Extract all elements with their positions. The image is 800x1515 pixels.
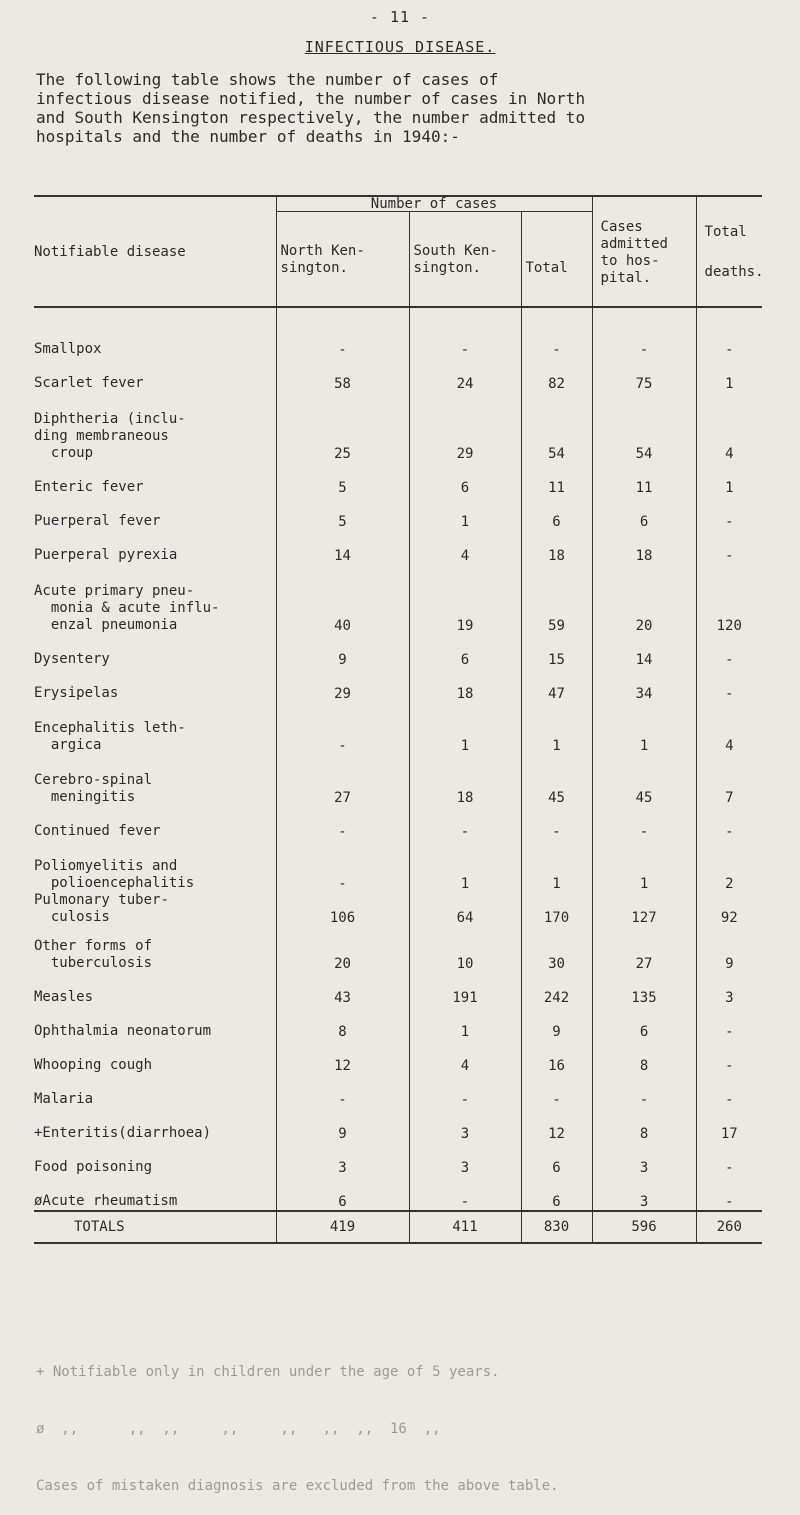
cell-north: 8 — [276, 1006, 409, 1040]
table-row — [34, 462, 762, 496]
cell-south: 1 — [409, 702, 521, 754]
header-number-of-cases: Number of cases — [276, 196, 592, 212]
table-row — [34, 972, 762, 1006]
cell-total: - — [521, 806, 592, 840]
cell-north: 58 — [276, 358, 409, 392]
cell-north: 3 — [276, 1142, 409, 1176]
cell-deaths: 7 — [696, 754, 762, 806]
infectious-disease-table — [34, 195, 762, 1244]
cell-deaths: - — [696, 1074, 762, 1108]
cell-south: 4 — [409, 530, 521, 564]
cell-admitted: 18 — [592, 530, 696, 564]
cell-deaths: - — [696, 314, 762, 358]
cell-total: 6 — [521, 496, 592, 530]
table-row — [34, 806, 762, 840]
cell-deaths: 4 — [696, 702, 762, 754]
header-notifiable-disease: Notifiable disease — [34, 243, 186, 260]
table-row — [34, 1006, 762, 1040]
disease-name: Ophthalmia neonatorum — [34, 1023, 212, 1039]
cell-south: 19 — [409, 564, 521, 634]
disease-name: Other forms of tuberculosis — [34, 938, 153, 971]
cell-north: 14 — [276, 530, 409, 564]
cell-total: 12 — [521, 1108, 592, 1142]
cell-north: 29 — [276, 668, 409, 702]
cell-deaths: 92 — [696, 892, 762, 926]
cell-admitted: 6 — [592, 1006, 696, 1040]
cell-north: 6 — [276, 1176, 409, 1211]
cell-deaths: 17 — [696, 1108, 762, 1142]
cell-admitted: 75 — [592, 358, 696, 392]
cell-north: 106 — [276, 892, 409, 926]
table-row — [34, 1040, 762, 1074]
cell-north: 5 — [276, 496, 409, 530]
cell-total: 47 — [521, 668, 592, 702]
cell-south: 6 — [409, 462, 521, 496]
disease-name: +Enteritis(diarrhoea) — [34, 1125, 212, 1141]
cell-south: 3 — [409, 1142, 521, 1176]
disease-name: Puerperal pyrexia — [34, 547, 178, 563]
cell-deaths: 1 — [696, 462, 762, 496]
cell-total: 242 — [521, 972, 592, 1006]
intro-paragraph: The following table shows the number of cases of infectious disease notified, the number of cases in North and South Kensington respectively, the number admitted to hospitals and the number of deaths in 1940:- — [36, 70, 586, 146]
table-row — [34, 840, 762, 892]
totals-south: 411 — [409, 1211, 521, 1243]
cell-north: 40 — [276, 564, 409, 634]
cell-south: 10 — [409, 926, 521, 972]
cell-south: 29 — [409, 392, 521, 462]
cell-total: 30 — [521, 926, 592, 972]
cell-deaths: 120 — [696, 564, 762, 634]
cell-south: 6 — [409, 634, 521, 668]
cell-north: 5 — [276, 462, 409, 496]
cell-total: 15 — [521, 634, 592, 668]
footnote-under-16: ø ,, ,, ,, ,, ,, ,, ,, 16 ,, — [36, 1421, 441, 1437]
disease-name: Cerebro-spinal meningitis — [34, 772, 153, 805]
cell-admitted: 45 — [592, 754, 696, 806]
cell-total: 54 — [521, 392, 592, 462]
cell-admitted: 3 — [592, 1176, 696, 1211]
cell-deaths: - — [696, 668, 762, 702]
cell-total: 1 — [521, 840, 592, 892]
table-row — [34, 926, 762, 972]
cell-south: - — [409, 1176, 521, 1211]
disease-name: øAcute rheumatism — [34, 1193, 178, 1209]
cell-south: 1 — [409, 496, 521, 530]
disease-name: Continued fever — [34, 823, 161, 839]
cell-deaths: - — [696, 1006, 762, 1040]
cell-south: 1 — [409, 840, 521, 892]
totals-total: 830 — [521, 1211, 592, 1243]
disease-name: Pulmonary tuber- culosis — [34, 892, 169, 925]
cell-admitted: 54 — [592, 392, 696, 462]
disease-name: Measles — [34, 989, 94, 1005]
cell-total: 16 — [521, 1040, 592, 1074]
cell-total: - — [521, 314, 592, 358]
table-row — [34, 496, 762, 530]
cell-admitted: 6 — [592, 496, 696, 530]
cell-total: 18 — [521, 530, 592, 564]
cell-south: 191 — [409, 972, 521, 1006]
table-row — [34, 702, 762, 754]
totals-label: TOTALS — [34, 1211, 276, 1243]
cell-admitted: 14 — [592, 634, 696, 668]
cell-deaths: - — [696, 634, 762, 668]
cell-north: 9 — [276, 1108, 409, 1142]
table-row — [34, 392, 762, 462]
cell-admitted: 20 — [592, 564, 696, 634]
cell-total: 82 — [521, 358, 592, 392]
table-row — [34, 1176, 762, 1211]
cell-admitted: 1 — [592, 840, 696, 892]
cell-deaths: - — [696, 1142, 762, 1176]
cell-total: 59 — [521, 564, 592, 634]
cell-north: - — [276, 840, 409, 892]
cell-admitted: 11 — [592, 462, 696, 496]
cell-north: - — [276, 702, 409, 754]
header-cases-admitted: Cases admitted to hos- pital. — [592, 196, 696, 306]
cell-south: 3 — [409, 1108, 521, 1142]
cell-total: 170 — [521, 892, 592, 926]
cell-total: 9 — [521, 1006, 592, 1040]
cell-total: 11 — [521, 462, 592, 496]
totals-north: 419 — [276, 1211, 409, 1243]
disease-name: Erysipelas — [34, 685, 119, 701]
cell-admitted: 8 — [592, 1040, 696, 1074]
cell-total: 6 — [521, 1176, 592, 1211]
cell-deaths: 9 — [696, 926, 762, 972]
totals-row — [34, 1211, 762, 1243]
header-south-kensington: South Ken- sington. — [409, 212, 521, 307]
cell-total: - — [521, 1074, 592, 1108]
disease-name: Dysentery — [34, 651, 110, 667]
cell-admitted: 3 — [592, 1142, 696, 1176]
cell-south: 1 — [409, 1006, 521, 1040]
totals-admitted: 596 — [592, 1211, 696, 1243]
cell-admitted: 8 — [592, 1108, 696, 1142]
cell-north: - — [276, 314, 409, 358]
cell-north: - — [276, 1074, 409, 1108]
disease-name: Acute primary pneu- monia & acute influ- enzal pneumonia — [34, 583, 220, 633]
totals-deaths: 260 — [696, 1211, 762, 1243]
cell-total: 6 — [521, 1142, 592, 1176]
cell-admitted: - — [592, 806, 696, 840]
cell-deaths: 2 — [696, 840, 762, 892]
cell-admitted: 127 — [592, 892, 696, 926]
cell-north: 43 — [276, 972, 409, 1006]
cell-deaths: - — [696, 1040, 762, 1074]
cell-north: 20 — [276, 926, 409, 972]
page-title: INFECTIOUS DISEASE. — [304, 38, 496, 56]
disease-name: Smallpox — [34, 341, 102, 357]
disease-name: Enteric fever — [34, 479, 144, 495]
cell-admitted: 1 — [592, 702, 696, 754]
cell-north: 27 — [276, 754, 409, 806]
footnote-mistaken-diagnosis: Cases of mistaken diagnosis are excluded from the above table. — [36, 1478, 559, 1494]
table-row — [34, 892, 762, 926]
cell-south: 24 — [409, 358, 521, 392]
cell-deaths: 4 — [696, 392, 762, 462]
header-total-deaths-line1: Total — [704, 224, 747, 240]
cell-south: 64 — [409, 892, 521, 926]
table-row — [34, 1142, 762, 1176]
header-total-deaths-line2: deaths. — [704, 264, 764, 280]
table-body — [34, 307, 762, 1211]
cell-admitted: 34 — [592, 668, 696, 702]
cell-south: - — [409, 314, 521, 358]
table-row — [34, 1074, 762, 1108]
cell-deaths: 3 — [696, 972, 762, 1006]
cell-south: 18 — [409, 668, 521, 702]
table-row — [34, 668, 762, 702]
footnote-under-5: + Notifiable only in children under the age of 5 years. — [36, 1364, 500, 1380]
cell-south: 4 — [409, 1040, 521, 1074]
cell-total: 45 — [521, 754, 592, 806]
table-row — [34, 634, 762, 668]
header-north-kensington: North Ken- sington. — [276, 212, 409, 307]
page-number: - 11 - — [369, 8, 431, 26]
table-row — [34, 358, 762, 392]
table-row — [34, 314, 762, 358]
cell-south: 18 — [409, 754, 521, 806]
table-row — [34, 530, 762, 564]
cell-deaths: - — [696, 530, 762, 564]
disease-name: Whooping cough — [34, 1057, 153, 1073]
cell-deaths: - — [696, 496, 762, 530]
cell-north: 12 — [276, 1040, 409, 1074]
disease-name: Malaria — [34, 1091, 94, 1107]
disease-name: Encephalitis leth- argica — [34, 720, 186, 753]
cell-admitted: - — [592, 314, 696, 358]
footnotes — [36, 1325, 776, 1515]
cell-north: 25 — [276, 392, 409, 462]
disease-name: Diphtheria (inclu- ding membraneous croup — [34, 411, 186, 461]
header-total: Total — [521, 212, 592, 307]
cell-deaths: - — [696, 1176, 762, 1211]
disease-name: Poliomyelitis and polioencephalitis — [34, 858, 195, 891]
table-row — [34, 754, 762, 806]
cell-total: 1 — [521, 702, 592, 754]
table-row — [34, 1108, 762, 1142]
cell-south: - — [409, 1074, 521, 1108]
cell-admitted: 27 — [592, 926, 696, 972]
cell-deaths: 1 — [696, 358, 762, 392]
table-row — [34, 564, 762, 634]
cell-north: - — [276, 806, 409, 840]
disease-name: Scarlet fever — [34, 375, 144, 391]
cell-south: - — [409, 806, 521, 840]
cell-deaths: - — [696, 806, 762, 840]
cell-north: 9 — [276, 634, 409, 668]
header-total-deaths — [696, 196, 762, 306]
disease-name: Puerperal fever — [34, 513, 161, 529]
cell-admitted: - — [592, 1074, 696, 1108]
disease-name: Food poisoning — [34, 1159, 153, 1175]
cell-admitted: 135 — [592, 972, 696, 1006]
